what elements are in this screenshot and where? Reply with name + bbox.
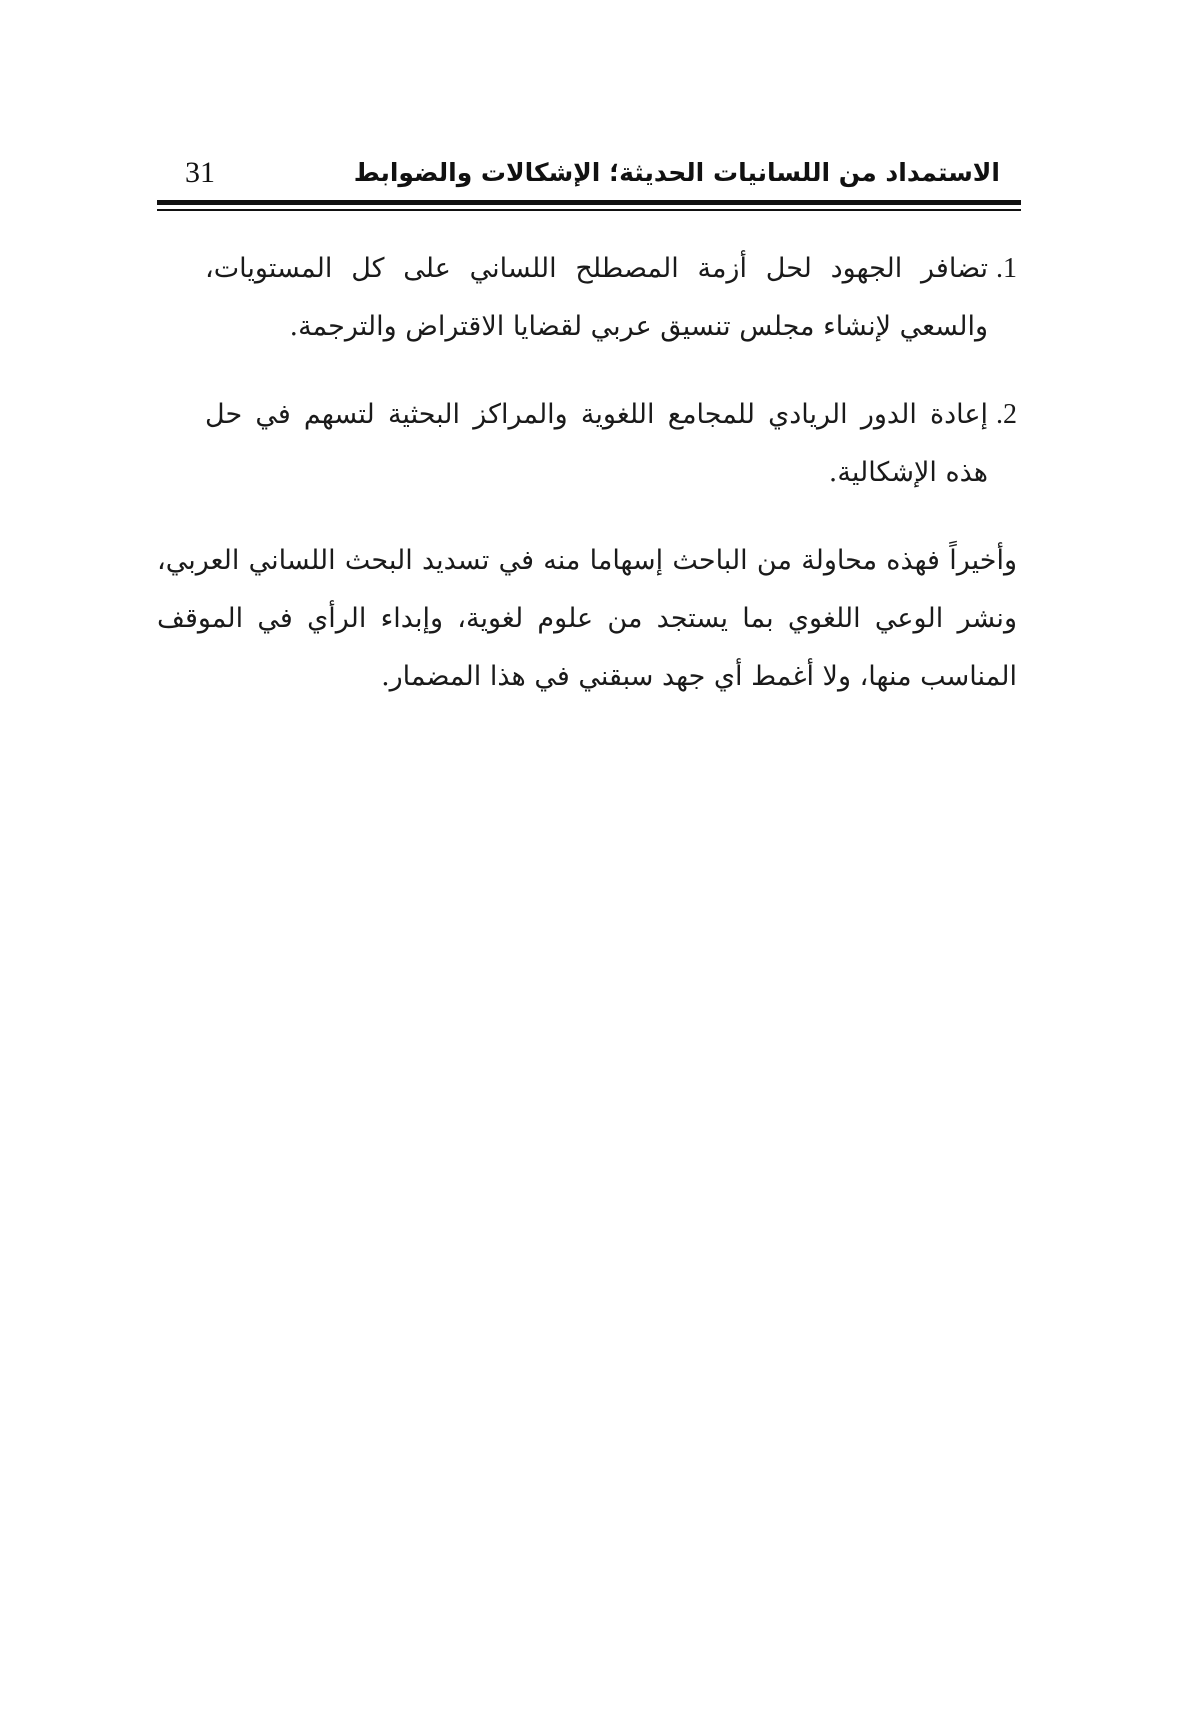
header-rule-thin [157, 209, 1021, 211]
page-number: 31 [185, 156, 215, 189]
list-item [205, 386, 1017, 502]
list-item-text: إعادة الدور الريادي للمجامع اللغوية والمراكز البحثية لتسهم في حل هذه الإشكالية. [205, 399, 988, 488]
list-item-number: 2. [996, 399, 1017, 430]
body-text [157, 240, 1021, 706]
running-header-title: الاستمداد من اللسانيات الحديثة؛ الإشكالات والضوابط [353, 158, 1000, 187]
list-item-text: تضافر الجهود لحل أزمة المصطلح اللساني على كل المستويات، والسعي لإنشاء مجلس تنسيق عربي لقضايا الاقتراض والترجمة. [205, 253, 988, 342]
header-rule-thick [157, 200, 1021, 205]
list-item [205, 240, 1017, 356]
list-item-number: 1. [996, 253, 1017, 284]
closing-paragraph: وأخيراً فهذه محاولة من الباحث إسهاما منه في تسديد البحث اللساني العربي، ونشر الوعي اللغوي بما يستجد من علوم لغوية، وإبداء الرأي في الموقف المناسب منها، ولا أغمط أي جهد سبقني في هذا المضمار. [157, 545, 1017, 692]
running-header [185, 153, 1000, 203]
